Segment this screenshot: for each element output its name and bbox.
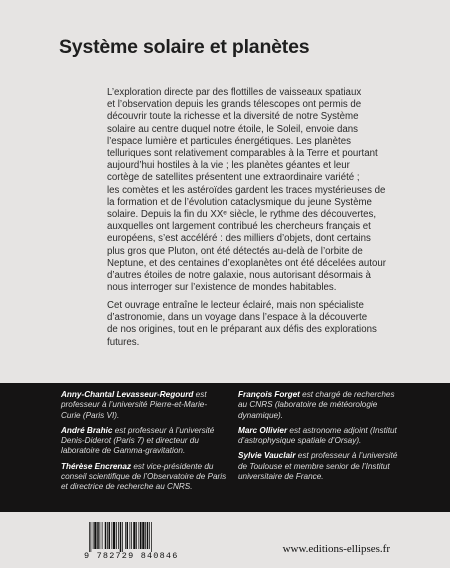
- author-entry: [238, 451, 428, 482]
- barcode-bars: [88, 522, 186, 552]
- author-bio-text: est professeur à l’université: [295, 451, 398, 461]
- barcode-bar: [89, 522, 90, 552]
- author-bio-line: [61, 462, 251, 472]
- description-line: européens, s’est accéléré : des milliers d’objets, dont certains: [107, 233, 371, 245]
- barcode-bar: [112, 522, 113, 549]
- author-bio-line: professeur à l’université Pierre-et-Marie-: [61, 400, 208, 410]
- author-name: Marc Ollivier: [238, 425, 288, 435]
- barcode-bar: [130, 522, 131, 549]
- author-bio-line: [61, 390, 251, 400]
- description-line: telluriques sont relativement comparables à la Terre et pourtant: [107, 148, 378, 160]
- authors-column-right: [238, 390, 428, 487]
- author-bio-line: et directrice de recherche au CNRS.: [61, 482, 193, 492]
- author-entry: [238, 426, 428, 447]
- description-paragraph-1: [107, 87, 390, 294]
- book-title: Système solaire et planètes: [59, 36, 310, 58]
- barcode-bar: [116, 522, 117, 549]
- barcode-bar: [136, 522, 137, 549]
- description-line: Neptune, et des centaines d’exoplanètes ont été décelées autour: [107, 257, 386, 269]
- barcode-bar: [113, 522, 115, 549]
- barcode-bar: [118, 522, 119, 549]
- author-name: François Forget: [238, 390, 300, 399]
- description-line: et l’observation depuis les grands télescopes ont permis de: [107, 99, 362, 111]
- barcode-bar: [133, 522, 135, 549]
- barcode-bar: [93, 522, 94, 549]
- barcode-bar: [97, 522, 99, 549]
- description-line: la formation et de l’évolution cataclysmique du jeune Système: [107, 196, 372, 208]
- barcode-bar: [107, 522, 108, 549]
- author-name: Sylvie Vauclair: [238, 451, 296, 461]
- author-bio-text: est vice-présidente du: [131, 461, 214, 471]
- description-line: nous interroger sur l’existence de mondes habitables.: [107, 282, 337, 294]
- author-name: Anny-Chantal Levasseur-Regourd: [61, 390, 194, 399]
- barcode-bar: [94, 522, 96, 549]
- barcode-bar: [149, 522, 150, 549]
- barcode-bar: [91, 522, 92, 552]
- description-line: aujourd’hui hostiles à la vie ; les planètes géantes et leur: [107, 160, 350, 172]
- author-name: Thérèse Encrenaz: [61, 461, 132, 471]
- description-line: les comètes et les astéroïdes gardent les traces mystérieuses de: [107, 184, 386, 196]
- publisher-website: www.editions-ellipses.fr: [282, 543, 390, 555]
- author-bio-text: est professeur à l’université: [112, 425, 215, 435]
- barcode-bar: [109, 522, 111, 549]
- author-entry: [61, 390, 251, 421]
- author-bio-text: est: [193, 390, 207, 399]
- barcode-bar: [151, 522, 152, 552]
- description-line: futures.: [107, 336, 140, 348]
- author-bio-line: dynamique).: [238, 410, 284, 420]
- isbn-number: 9 782729 840846: [84, 551, 179, 561]
- author-bio-line: Denis-Diderot (Paris 7) et directeur du: [61, 436, 199, 446]
- author-entry: [238, 390, 428, 421]
- author-name: André Brahic: [61, 425, 113, 435]
- barcode-bar: [145, 522, 146, 549]
- author-bio-line: [238, 390, 428, 400]
- barcode-bar: [127, 522, 129, 549]
- description-line: d’astronomie, dans un voyage dans l’espace à la découverte: [107, 312, 368, 324]
- author-bio-line: [238, 426, 428, 436]
- barcode-bar: [147, 522, 149, 549]
- author-bio-line: [61, 426, 251, 436]
- barcode-bar: [100, 522, 101, 549]
- description-line: de nos origines, tout en le préparant aux défis des explorations: [107, 324, 377, 336]
- barcode-bar: [102, 522, 103, 549]
- author-bio-line: [238, 451, 428, 461]
- barcode-bar: [140, 522, 142, 549]
- barcode-bar: [125, 522, 126, 549]
- author-bio-line: conseil scientifique de l’Observatoire de Paris: [61, 472, 227, 482]
- footer: [0, 512, 450, 568]
- barcode-bar: [142, 522, 144, 549]
- description-line: solaire au centre duquel notre étoile, le Soleil, envoie dans: [107, 123, 358, 135]
- barcode-bar: [139, 522, 140, 549]
- description-line: solaire. Depuis la fin du XXᵉ siècle, le rythme des découvertes,: [107, 209, 377, 221]
- description-line: auxquelles ont largement contribué les chercheurs français et: [107, 221, 371, 233]
- author-bio-line: laboratoire de Gamma-gravitation.: [61, 446, 186, 456]
- author-bio-line: de Toulouse et membre senior de l’Institut: [238, 461, 390, 471]
- author-entry: [61, 462, 251, 493]
- description-line: L’exploration directe par des flottilles de vaisseaux spatiaux: [107, 87, 362, 98]
- barcode-bar: [120, 522, 122, 552]
- description-paragraph-2: [107, 300, 390, 349]
- author-entry: [61, 426, 251, 457]
- barcode-bar: [122, 522, 123, 552]
- author-bio-text: est chargé de recherches: [299, 390, 395, 399]
- description-line: Cet ouvrage entraîne le lecteur éclairé, mais non spécialiste: [107, 300, 364, 311]
- author-bio-line: universitaire de France.: [238, 472, 324, 482]
- description-line: l’espace lumière et particules énergétiques. Les planètes: [107, 135, 351, 147]
- author-bio-line: Curie (Paris VI).: [61, 410, 120, 420]
- author-bio-line: d’astrophysique spatiale d’Orsay).: [238, 436, 362, 446]
- barcode-bar: [131, 522, 132, 549]
- author-bio-text: est astronome adjoint (Institut: [287, 425, 397, 435]
- author-bio-line: au CNRS (laboratoire de météorologie: [238, 400, 378, 410]
- barcode-bar: [105, 522, 107, 549]
- description-line: d’autres étoiles de notre galaxie, nous autorisant désormais à: [107, 270, 371, 282]
- description-line: découvrir toute la richesse et la diversité de notre Système: [107, 111, 359, 123]
- authors-column-left: [61, 390, 251, 498]
- description-line: cortège de satellites présentent une extraordinaire variété ;: [107, 172, 360, 184]
- description-line: plus gros que Pluton, ont été détectés au-delà de l’orbite de: [107, 245, 363, 257]
